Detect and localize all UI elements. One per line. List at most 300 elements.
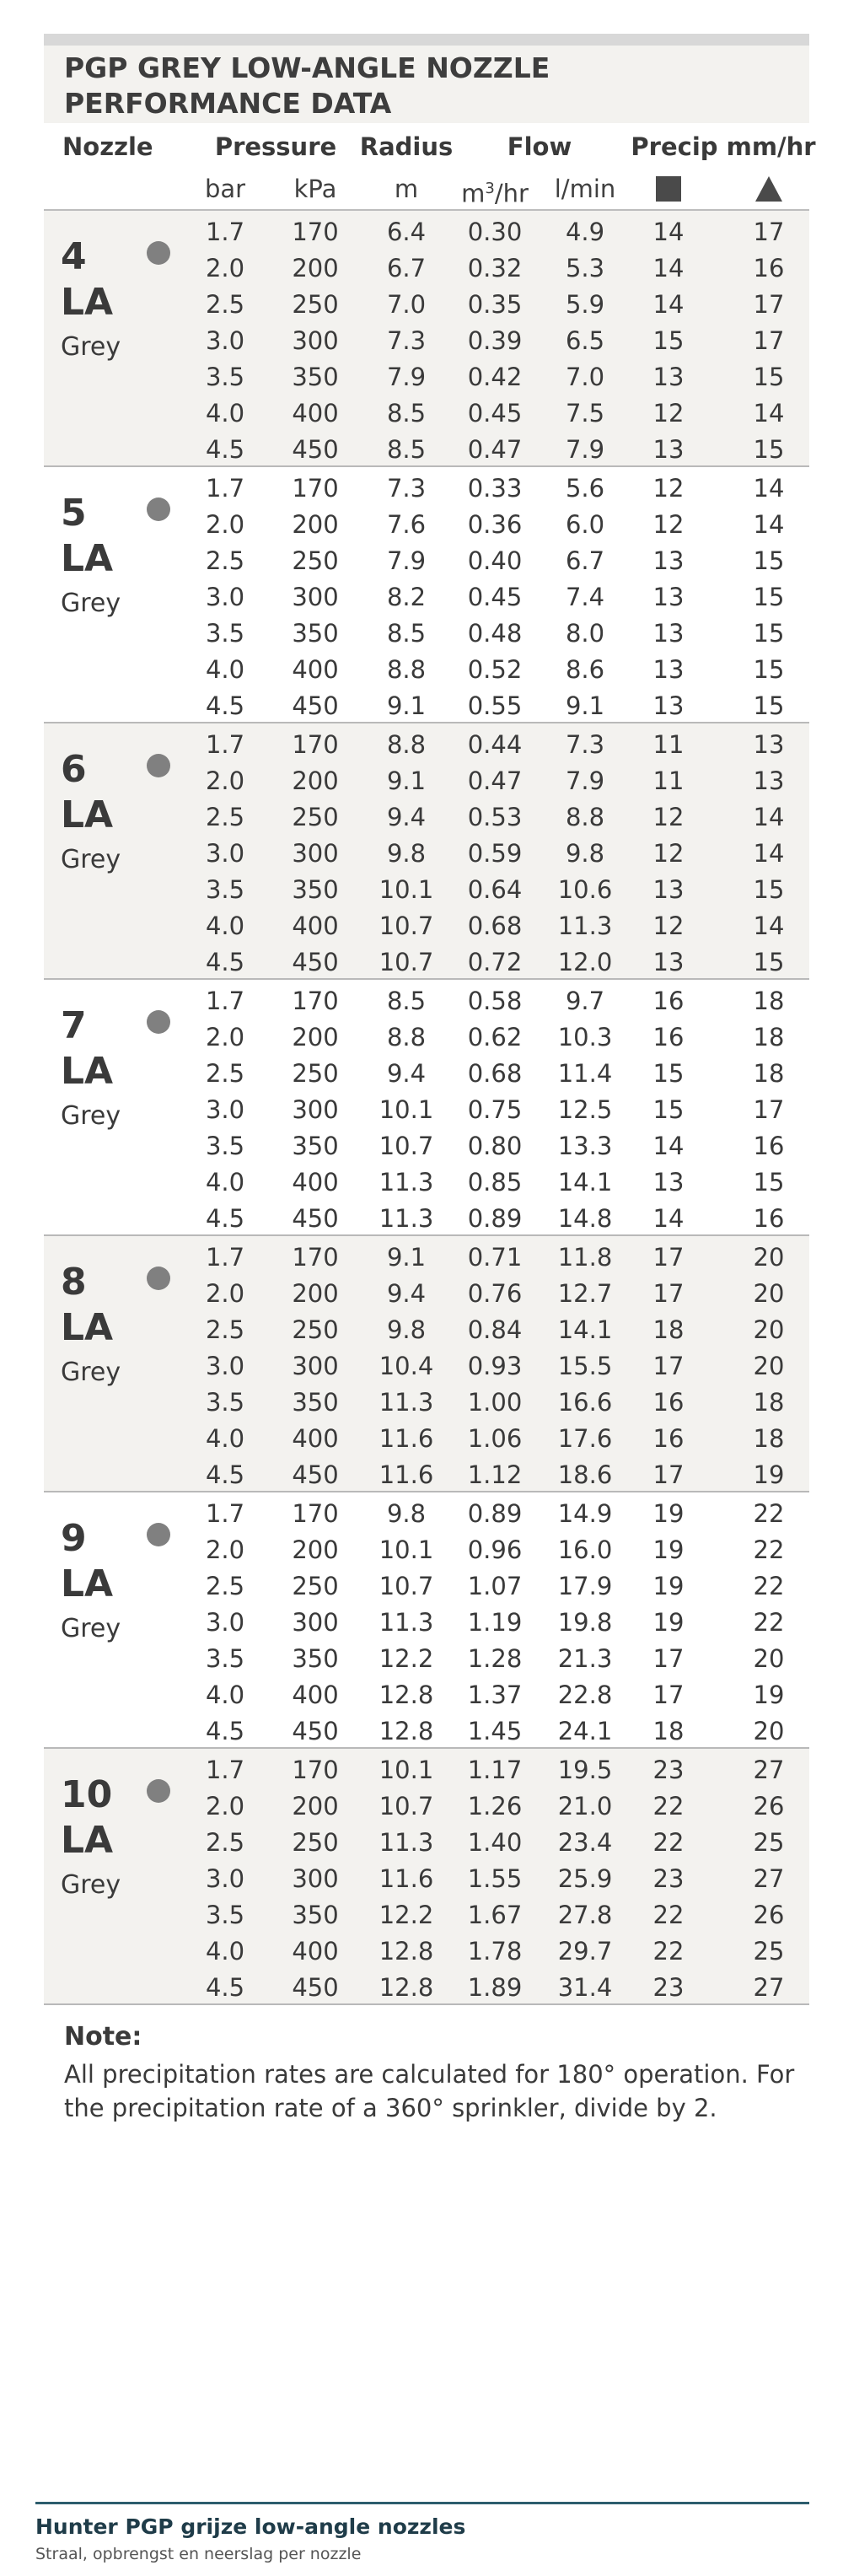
nozzle-color-name: Grey xyxy=(61,1614,121,1643)
kpa-value: 400 xyxy=(292,1681,339,1709)
bar-value: 3.0 xyxy=(205,1608,245,1637)
table-row xyxy=(44,1421,809,1457)
precip-square-value: 12 xyxy=(652,912,685,940)
footer-subtitle: Straal, opbrengst en neerslag per nozzle xyxy=(35,2545,362,2563)
flow-m3hr-value: 0.30 xyxy=(467,218,523,246)
bar-value: 3.0 xyxy=(205,326,245,355)
flow-m3hr-value: 0.64 xyxy=(467,875,523,904)
precip-triangle-value: 15 xyxy=(753,691,785,720)
bar-value: 3.5 xyxy=(205,619,245,648)
bar-value: 3.0 xyxy=(205,1352,245,1380)
flow-lmin-value: 6.5 xyxy=(565,326,605,355)
bar-value: 4.0 xyxy=(205,1424,245,1453)
top-rule xyxy=(44,34,809,46)
precip-triangle-value: 22 xyxy=(753,1535,785,1564)
precip-square-value: 16 xyxy=(652,1023,685,1051)
precip-square-value: 18 xyxy=(652,1315,685,1344)
flow-m3hr-value: 1.78 xyxy=(467,1937,523,1966)
flow-m3hr-value: 0.72 xyxy=(467,948,523,976)
precip-square-value: 23 xyxy=(652,1973,685,2002)
nozzle-type: LA xyxy=(61,1050,114,1093)
precip-square-value: 17 xyxy=(652,1681,685,1709)
precip-square-value: 16 xyxy=(652,1388,685,1417)
kpa-value: 450 xyxy=(292,1204,339,1233)
footer-rule xyxy=(35,2502,809,2504)
kpa-value: 250 xyxy=(292,1059,339,1088)
kpa-value: 200 xyxy=(292,1279,339,1308)
flow-m3hr-value: 0.53 xyxy=(467,803,523,831)
precip-square-value: 16 xyxy=(652,1424,685,1453)
flow-lmin-value: 16.6 xyxy=(557,1388,613,1417)
radius-value: 9.1 xyxy=(386,1243,427,1272)
nozzle-number: 10 xyxy=(61,1773,113,1816)
meter-unit: m xyxy=(394,175,419,203)
flow-lmin-value: 9.8 xyxy=(565,839,605,868)
table-row xyxy=(44,1713,809,1750)
flow-lmin-value: 14.8 xyxy=(557,1204,613,1233)
nozzle-group xyxy=(44,211,809,467)
precip-square-value: 17 xyxy=(652,1644,685,1673)
bar-value: 4.0 xyxy=(205,1937,245,1966)
flow-lmin-value: 11.3 xyxy=(557,912,613,940)
bar-value: 2.0 xyxy=(205,766,245,795)
radius-value: 11.3 xyxy=(379,1204,434,1233)
bar-value: 4.0 xyxy=(205,912,245,940)
kpa-value: 250 xyxy=(292,803,339,831)
nozzle-type: LA xyxy=(61,1819,114,1862)
flow-lmin-value: 31.4 xyxy=(557,1973,613,2002)
precip-triangle-value: 16 xyxy=(753,254,785,282)
table-row xyxy=(44,1019,809,1056)
kpa-value: 400 xyxy=(292,399,339,428)
table-row xyxy=(44,1312,809,1348)
precip-triangle-value: 15 xyxy=(753,875,785,904)
radius-value: 10.7 xyxy=(379,1572,434,1600)
precip-triangle-value: 14 xyxy=(753,510,785,539)
precip-square-value: 17 xyxy=(652,1279,685,1308)
nozzle-type: LA xyxy=(61,281,114,324)
kpa-value: 450 xyxy=(292,1460,339,1489)
precip-triangle-value: 16 xyxy=(753,1204,785,1233)
bar-value: 4.5 xyxy=(205,1973,245,2002)
bar-value: 2.5 xyxy=(205,1315,245,1344)
kpa-value: 350 xyxy=(292,619,339,648)
table-title: PGP GREY LOW-ANGLE NOZZLE PERFORMANCE DATA xyxy=(64,51,550,120)
flow-lmin-value: 16.0 xyxy=(557,1535,613,1564)
precip-square-value: 17 xyxy=(652,1243,685,1272)
radius-value: 10.7 xyxy=(379,1792,434,1820)
flow-m3hr-value: 0.42 xyxy=(467,363,523,391)
flow-m3hr-value: 0.35 xyxy=(467,290,523,319)
nozzle-color-name: Grey xyxy=(61,845,121,874)
precip-square-value: 13 xyxy=(652,435,685,464)
flow-m3hr-value: 0.96 xyxy=(467,1535,523,1564)
precip-square-value: 17 xyxy=(652,1352,685,1380)
radius-value: 11.3 xyxy=(379,1828,434,1857)
bar-value: 2.5 xyxy=(205,1059,245,1088)
bar-value: 1.7 xyxy=(205,730,245,759)
precip-triangle-value: 27 xyxy=(753,1973,785,2002)
flow-lmin-value: 29.7 xyxy=(557,1937,613,1966)
flow-lmin-value: 21.3 xyxy=(557,1644,613,1673)
flow-m3hr-value: 0.76 xyxy=(467,1279,523,1308)
precip-triangle-value: 20 xyxy=(753,1352,785,1380)
flow-m3hr-value: 0.75 xyxy=(467,1095,523,1124)
flow-lmin-value: 25.9 xyxy=(557,1864,613,1893)
table-row xyxy=(44,1677,809,1713)
table-row xyxy=(44,799,809,836)
precip-square-value: 13 xyxy=(652,691,685,720)
radius-value: 9.4 xyxy=(386,1279,427,1308)
radius-value: 12.8 xyxy=(379,1717,434,1745)
table-row xyxy=(44,1240,809,1276)
precip-triangle-value: 26 xyxy=(753,1901,785,1929)
flow-m3hr-value: 0.71 xyxy=(467,1243,523,1272)
flow-lmin-value: 15.5 xyxy=(557,1352,613,1380)
bar-value: 3.0 xyxy=(205,583,245,611)
radius-value: 11.6 xyxy=(379,1424,434,1453)
kpa-value: 400 xyxy=(292,1424,339,1453)
precip-square-value: 15 xyxy=(652,1059,685,1088)
table-row xyxy=(44,1056,809,1092)
table-row xyxy=(44,1532,809,1568)
flow-m3hr-value: 1.19 xyxy=(467,1608,523,1637)
table-row xyxy=(44,1970,809,2006)
precip-square-value: 22 xyxy=(652,1937,685,1966)
flow-m3hr-value: 0.39 xyxy=(467,326,523,355)
kpa-value: 200 xyxy=(292,254,339,282)
radius-value: 7.3 xyxy=(386,474,427,503)
kpa-value: 200 xyxy=(292,1535,339,1564)
kpa-value: 300 xyxy=(292,326,339,355)
kpa-value: 250 xyxy=(292,1315,339,1344)
flow-m3hr-value: 0.48 xyxy=(467,619,523,648)
flow-m3hr-value: 0.32 xyxy=(467,254,523,282)
radius-value: 12.8 xyxy=(379,1973,434,2002)
table-row xyxy=(44,1276,809,1312)
flow-m3hr-value: 0.59 xyxy=(467,839,523,868)
bar-value: 1.7 xyxy=(205,1499,245,1528)
flow-lmin-value: 14.1 xyxy=(557,1315,613,1344)
flow-lmin-value: 11.4 xyxy=(557,1059,613,1088)
precip-triangle-value: 20 xyxy=(753,1315,785,1344)
precip-triangle-value: 14 xyxy=(753,839,785,868)
bar-value: 4.0 xyxy=(205,1681,245,1709)
precip-square-value: 22 xyxy=(652,1792,685,1820)
precip-square-value: 23 xyxy=(652,1864,685,1893)
flow-header: Flow xyxy=(507,132,572,161)
radius-value: 12.2 xyxy=(379,1901,434,1929)
table-row xyxy=(44,1128,809,1164)
m3-per-hour-unit: $m^3/hr$ xyxy=(461,179,529,208)
precip-square-value: 14 xyxy=(652,1204,685,1233)
kpa-value: 200 xyxy=(292,1792,339,1820)
table-row xyxy=(44,214,809,250)
precip-triangle-value: 22 xyxy=(753,1608,785,1637)
radius-value: 6.7 xyxy=(386,254,427,282)
precip-triangle-value: 16 xyxy=(753,1132,785,1160)
flow-m3hr-value: 1.55 xyxy=(467,1864,523,1893)
precip-triangle-value: 14 xyxy=(753,474,785,503)
flow-lmin-value: 23.4 xyxy=(557,1828,613,1857)
precip-triangle-value: 25 xyxy=(753,1937,785,1966)
table-row xyxy=(44,1092,809,1128)
flow-lmin-value: 7.9 xyxy=(565,766,605,795)
table-row xyxy=(44,616,809,652)
kpa-value: 350 xyxy=(292,875,339,904)
kpa-value: 400 xyxy=(292,1168,339,1197)
table-row xyxy=(44,944,809,981)
precip-square-value: 15 xyxy=(652,1095,685,1124)
flow-lmin-value: 10.3 xyxy=(557,1023,613,1051)
nozzle-group xyxy=(44,723,809,980)
column-group-header xyxy=(44,128,816,165)
table-row xyxy=(44,1641,809,1677)
table-row xyxy=(44,250,809,287)
radius-value: 10.7 xyxy=(379,948,434,976)
precip-triangle-value: 22 xyxy=(753,1499,785,1528)
kpa-value: 400 xyxy=(292,655,339,684)
kpa-value: 350 xyxy=(292,363,339,391)
precip-square-value: 11 xyxy=(652,766,685,795)
nozzle-color-name: Grey xyxy=(61,332,121,362)
radius-value: 10.4 xyxy=(379,1352,434,1380)
radius-header: Radius xyxy=(359,132,454,161)
radius-value: 8.8 xyxy=(386,1023,427,1051)
precip-square-value: 19 xyxy=(652,1572,685,1600)
bar-value: 4.5 xyxy=(205,435,245,464)
flow-lmin-value: 6.0 xyxy=(565,510,605,539)
flow-m3hr-value: 1.28 xyxy=(467,1644,523,1673)
table-row xyxy=(44,359,809,395)
flow-lmin-value: 7.3 xyxy=(565,730,605,759)
radius-value: 10.1 xyxy=(379,1756,434,1784)
flow-m3hr-value: 0.55 xyxy=(467,691,523,720)
flow-lmin-value: 10.6 xyxy=(557,875,613,904)
radius-value: 8.8 xyxy=(386,655,427,684)
bar-value: 3.5 xyxy=(205,875,245,904)
precip-square-value: 22 xyxy=(652,1901,685,1929)
kpa-value: 300 xyxy=(292,1864,339,1893)
precip-triangle-value: 17 xyxy=(753,326,785,355)
precip-square-value: 14 xyxy=(652,290,685,319)
kpa-value: 250 xyxy=(292,1828,339,1857)
radius-value: 8.2 xyxy=(386,583,427,611)
kpa-value: 170 xyxy=(292,730,339,759)
precip-triangle-value: 20 xyxy=(753,1279,785,1308)
table-row xyxy=(44,1457,809,1493)
precip-square-value: 13 xyxy=(652,363,685,391)
kpa-value: 450 xyxy=(292,435,339,464)
precip-triangle-value: 22 xyxy=(753,1572,785,1600)
nozzle-color-name: Grey xyxy=(61,589,121,618)
title-band xyxy=(44,46,809,123)
precip-triangle-value: 19 xyxy=(753,1681,785,1709)
flow-lmin-value: 17.6 xyxy=(557,1424,613,1453)
flow-m3hr-value: 0.33 xyxy=(467,474,523,503)
flow-m3hr-value: 1.89 xyxy=(467,1973,523,2002)
precip-square-value: 22 xyxy=(652,1828,685,1857)
bar-value: 1.7 xyxy=(205,218,245,246)
nozzle-group xyxy=(44,1492,809,1749)
kpa-value: 250 xyxy=(292,546,339,575)
precip-square-value: 19 xyxy=(652,1535,685,1564)
precip-triangle-value: 19 xyxy=(753,1460,785,1489)
precip-square-value: 19 xyxy=(652,1499,685,1528)
precip-triangle-value: 15 xyxy=(753,363,785,391)
kpa-value: 170 xyxy=(292,1243,339,1272)
precip-square-value: 12 xyxy=(652,510,685,539)
flow-m3hr-value: 1.00 xyxy=(467,1388,523,1417)
kpa-value: 450 xyxy=(292,691,339,720)
kpa-value: 350 xyxy=(292,1388,339,1417)
table-row xyxy=(44,1348,809,1385)
table-row xyxy=(44,1568,809,1605)
bar-value: 4.0 xyxy=(205,1168,245,1197)
radius-value: 8.5 xyxy=(386,399,427,428)
radius-value: 6.4 xyxy=(386,218,427,246)
precip-triangle-value: 14 xyxy=(753,803,785,831)
flow-m3hr-value: 0.85 xyxy=(467,1168,523,1197)
pressure-header: Pressure xyxy=(214,132,337,161)
bar-value: 1.7 xyxy=(205,474,245,503)
table-row xyxy=(44,872,809,908)
table-row xyxy=(44,507,809,543)
flow-m3hr-value: 0.68 xyxy=(467,912,523,940)
precip-square-value: 11 xyxy=(652,730,685,759)
kpa-value: 400 xyxy=(292,1937,339,1966)
radius-value: 7.9 xyxy=(386,363,427,391)
precip-triangle-value: 18 xyxy=(753,1388,785,1417)
bar-value: 4.0 xyxy=(205,655,245,684)
nozzle-type: LA xyxy=(61,537,114,580)
bar-value: 2.5 xyxy=(205,290,245,319)
flow-lmin-value: 5.6 xyxy=(565,474,605,503)
precip-triangle-value: 15 xyxy=(753,546,785,575)
flow-m3hr-value: 1.26 xyxy=(467,1792,523,1820)
flow-m3hr-value: 0.36 xyxy=(467,510,523,539)
precip-triangle-value: 18 xyxy=(753,1424,785,1453)
flow-lmin-value: 11.8 xyxy=(557,1243,613,1272)
bar-value: 3.5 xyxy=(205,1388,245,1417)
kpa-value: 450 xyxy=(292,1973,339,2002)
precip-triangle-value: 14 xyxy=(753,912,785,940)
precip-triangle-value: 18 xyxy=(753,1059,785,1088)
radius-value: 9.8 xyxy=(386,1499,427,1528)
precip-triangle-value: 18 xyxy=(753,1023,785,1051)
nozzle-color-name: Grey xyxy=(61,1870,121,1900)
flow-lmin-value: 9.1 xyxy=(565,691,605,720)
radius-value: 10.1 xyxy=(379,1535,434,1564)
bar-value: 2.5 xyxy=(205,1828,245,1857)
precip-square-value: 19 xyxy=(652,1608,685,1637)
flow-m3hr-value: 0.58 xyxy=(467,987,523,1015)
kpa-value: 450 xyxy=(292,948,339,976)
flow-m3hr-value: 0.80 xyxy=(467,1132,523,1160)
bar-value: 4.5 xyxy=(205,1460,245,1489)
flow-m3hr-value: 0.47 xyxy=(467,766,523,795)
flow-m3hr-value: 1.17 xyxy=(467,1756,523,1784)
radius-value: 8.5 xyxy=(386,435,427,464)
flow-m3hr-value: 0.89 xyxy=(467,1499,523,1528)
kpa-value: 170 xyxy=(292,1499,339,1528)
precip-triangle-value: 15 xyxy=(753,1168,785,1197)
triangle-icon xyxy=(755,176,782,202)
table-row xyxy=(44,287,809,323)
flow-lmin-value: 18.6 xyxy=(557,1460,613,1489)
bar-value: 2.0 xyxy=(205,254,245,282)
bar-value: 1.7 xyxy=(205,1756,245,1784)
table-row xyxy=(44,763,809,799)
nozzle-number: 5 xyxy=(61,492,87,535)
liter-per-minute-unit: l/min xyxy=(554,175,616,203)
footer-title: Hunter PGP grijze low-angle nozzles xyxy=(35,2514,466,2539)
precip-triangle-value: 15 xyxy=(753,948,785,976)
radius-value: 9.8 xyxy=(386,1315,427,1344)
bar-value: 4.5 xyxy=(205,948,245,976)
table-row xyxy=(44,323,809,359)
bar-value: 3.5 xyxy=(205,363,245,391)
precip-triangle-value: 14 xyxy=(753,399,785,428)
precip-triangle-value: 17 xyxy=(753,290,785,319)
precip-square-value: 13 xyxy=(652,948,685,976)
flow-lmin-value: 13.3 xyxy=(557,1132,613,1160)
radius-value: 12.8 xyxy=(379,1681,434,1709)
table-row xyxy=(44,1201,809,1237)
kpa-value: 350 xyxy=(292,1644,339,1673)
table-row xyxy=(44,1825,809,1861)
bar-value: 2.0 xyxy=(205,510,245,539)
precip-square-value: 13 xyxy=(652,583,685,611)
bar-value: 3.5 xyxy=(205,1644,245,1673)
flow-lmin-value: 9.7 xyxy=(565,987,605,1015)
kpa-value: 300 xyxy=(292,1095,339,1124)
precip-square-value: 18 xyxy=(652,1717,685,1745)
table-row xyxy=(44,395,809,432)
flow-m3hr-value: 1.12 xyxy=(467,1460,523,1489)
flow-lmin-value: 19.8 xyxy=(557,1608,613,1637)
bar-value: 2.0 xyxy=(205,1535,245,1564)
flow-m3hr-value: 0.84 xyxy=(467,1315,523,1344)
nozzle-type: LA xyxy=(61,1306,114,1349)
precip-triangle-value: 27 xyxy=(753,1864,785,1893)
table-row xyxy=(44,1385,809,1421)
table-row xyxy=(44,908,809,944)
precip-triangle-value: 20 xyxy=(753,1717,785,1745)
flow-lmin-value: 19.5 xyxy=(557,1756,613,1784)
precip-triangle-value: 25 xyxy=(753,1828,785,1857)
radius-value: 9.4 xyxy=(386,803,427,831)
radius-value: 7.0 xyxy=(386,290,427,319)
nozzle-group xyxy=(44,1236,809,1492)
nozzle-type: LA xyxy=(61,793,114,836)
nozzle-groups xyxy=(44,211,809,2005)
radius-value: 10.1 xyxy=(379,1095,434,1124)
flow-m3hr-value: 0.47 xyxy=(467,435,523,464)
nozzle-group xyxy=(44,1749,809,2005)
kpa-value: 170 xyxy=(292,1756,339,1784)
kpa-value: 300 xyxy=(292,1352,339,1380)
table-row xyxy=(44,983,809,1019)
bar-value: 4.5 xyxy=(205,1204,245,1233)
table-row xyxy=(44,471,809,507)
kpa-value: 300 xyxy=(292,839,339,868)
precip-square-value: 12 xyxy=(652,474,685,503)
flow-lmin-value: 8.6 xyxy=(565,655,605,684)
flow-lmin-value: 12.0 xyxy=(557,948,613,976)
radius-value: 11.3 xyxy=(379,1608,434,1637)
table-row xyxy=(44,652,809,688)
